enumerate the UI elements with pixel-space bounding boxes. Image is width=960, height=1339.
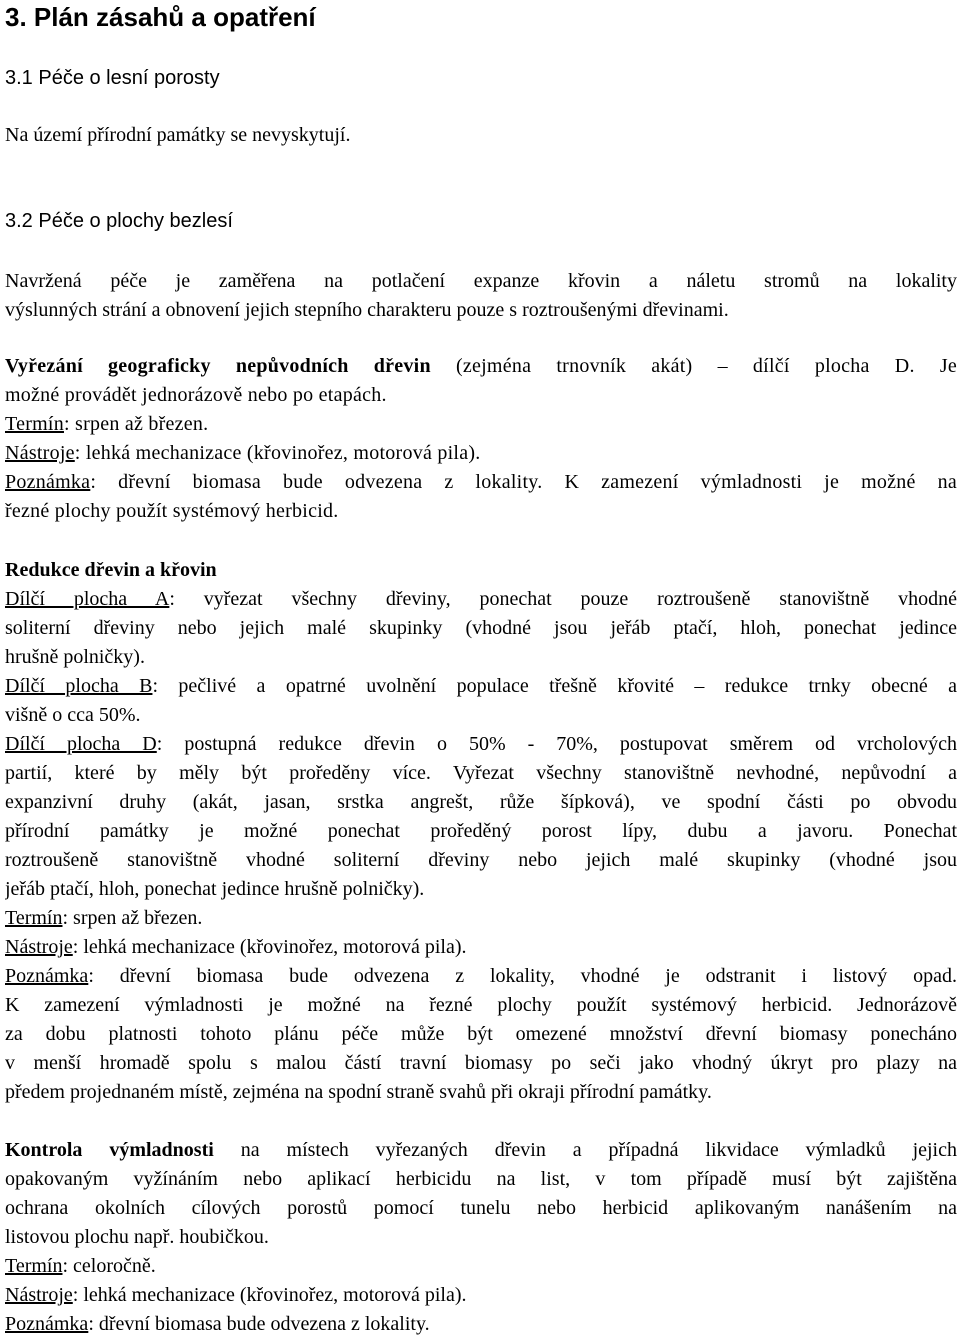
plocha-b-label: Dílčí plocha B [5,675,153,697]
text-line [5,352,957,381]
poznamka-value: : dřevní biomasa bude odvezena z lokality. K zamezení výmladnosti je možné na [90,471,957,493]
text-line: ochrana okolních cílových porostů pomocí tunelu nebo herbicid aplikovaným nanášením na [5,1197,957,1219]
kontrola-title: Kontrola výmladnosti [5,1139,214,1161]
text-line [5,1136,957,1165]
plocha-a-text: : vyřezat všechny dřeviny, ponechat pouze roztroušeně stanovištně vhodné [169,588,957,610]
plocha-d-text: : postupná redukce dřevin o 50% - 70%, postupovat směrem od vrcholových [156,733,957,755]
poznamka-value: : dřevní biomasa bude odvezena z lokality. [88,1313,430,1335]
plocha-a-label: Dílčí plocha A [5,588,170,610]
poznamka-line [5,468,957,497]
text-line: možné provádět jednorázově nebo po etapách. [5,384,387,406]
text-line: listovou plochu např. houbičkou. [5,1226,269,1248]
poznamka-value: : dřevní biomasa bude odvezena z lokality, vhodné je odstranit i listový opad. [88,965,957,987]
page-heading: 3. Plán zásahů a opatření [5,2,316,32]
nastroje-value: : lehká mechanizace (křovinořez, motorová pila). [74,442,481,464]
text-line: partií, které by měly být proředěny více. Vyřezat všechny stanovištně nevhodné, nepůvodní a [5,762,957,784]
termin-value: : srpen až březen. [63,413,209,435]
poznamka-line [5,1310,957,1339]
termin-label: Termín [5,907,63,929]
termin-value: : srpen až březen. [62,907,203,929]
text-line: výslunných strání a obnovení jejich stepního charakteru pouze s roztroušenými dřevinami. [5,299,729,321]
section-1-text [5,121,957,150]
nastroje-value: : lehká mechanizace (křovinořez, motorová pila). [72,936,467,958]
redukce-title: Redukce dřevin a křovin [5,559,217,581]
vyrezani-paragraph [5,352,957,526]
nastroje-label: Nástroje [5,1284,73,1306]
text-line: hrušně polničky). [5,646,145,668]
text-line: jeřáb ptačí, hloh, ponechat jedince hrušně polničky). [5,878,425,900]
text-line: Navržená péče je zaměřena na potlačení expanze křovin a náletu stromů na lokality [5,270,957,292]
redukce-section [5,556,957,1107]
kontrola-text: na místech vyřezaných dřevin a případná likvidace výmladků jejich [213,1139,957,1161]
nastroje-line [5,1281,957,1310]
poznamka-label: Poznámka [5,965,89,987]
text-line: višně o cca 50%. [5,704,141,726]
text-line: roztroušeně stanovištně vhodné soliterní dřeviny nebo jejich malé skupinky (vhodné jsou [5,849,957,871]
text-line: opakovaným vyžínáním nebo aplikací herbicidu na list, v tom případě musí být zajištěna [5,1168,957,1190]
termin-label: Termín [5,1255,63,1277]
poznamka-label: Poznámka [5,471,91,493]
termin-value: : celoročně. [62,1255,156,1277]
text-line [5,672,957,701]
text-line: v menší hromadě spolu s malou částí travní biomasy po seči jako vhodný úkryt pro plazy na [5,1052,957,1074]
kontrola-section [5,1136,957,1339]
text-line: předem projednaném místě, zejména na spodní straně svahů při okraji přírodní památky. [5,1081,712,1103]
section-2-title: 3.2 Péče o plochy bezlesí [5,210,233,232]
nastroje-line [5,439,957,468]
nastroje-line [5,933,957,962]
text-line: za dobu platnosti tohoto plánu péče může být omezené množství dřevní biomasy ponecháno [5,1023,957,1045]
text-line: řezné plochy použít systémový herbicid. [5,500,339,522]
text-line: Na území přírodní památky se nevyskytují. [5,124,351,146]
text-line: K zamezení výmladnosti je možné na řezné plochy použít systémový herbicid. Jednorázově [5,994,957,1016]
section-2-intro [5,267,957,325]
vyrezani-title: Vyřezání geograficky nepůvodních dřevin [5,355,431,377]
text-line: soliterní dřeviny nebo jejich malé skupinky (vhodné jsou jeřáb ptačí, hloh, ponechat jedince [5,617,957,639]
plocha-b-text: : pečlivé a opatrné uvolnění populace třešně křovité – redukce trnky obecné a [152,675,957,697]
nastroje-value: : lehká mechanizace (křovinořez, motorová pila). [72,1284,467,1306]
poznamka-line [5,962,957,991]
termin-line [5,904,957,933]
section-1-title: 3.1 Péče o lesní porosty [5,67,220,89]
text-line: expanzivní druhy (akát, jasan, srstka angrešt, růže šípková), ve spodní části po obvodu [5,791,957,813]
termin-label: Termín [5,413,64,435]
nastroje-label: Nástroje [5,936,73,958]
plocha-d-label: Dílčí plocha D [5,733,157,755]
nastroje-label: Nástroje [5,442,75,464]
poznamka-label: Poznámka [5,1313,89,1335]
termin-line [5,1252,957,1281]
termin-line [5,410,957,439]
text-line [5,585,957,614]
text-line [5,730,957,759]
text-line: přírodní památky je možné ponechat proředěný porost lípy, dubu a javoru. Ponechat [5,820,957,842]
vyrezani-text: (zejména trnovník akát) – dílčí plocha D. Je [430,355,957,377]
